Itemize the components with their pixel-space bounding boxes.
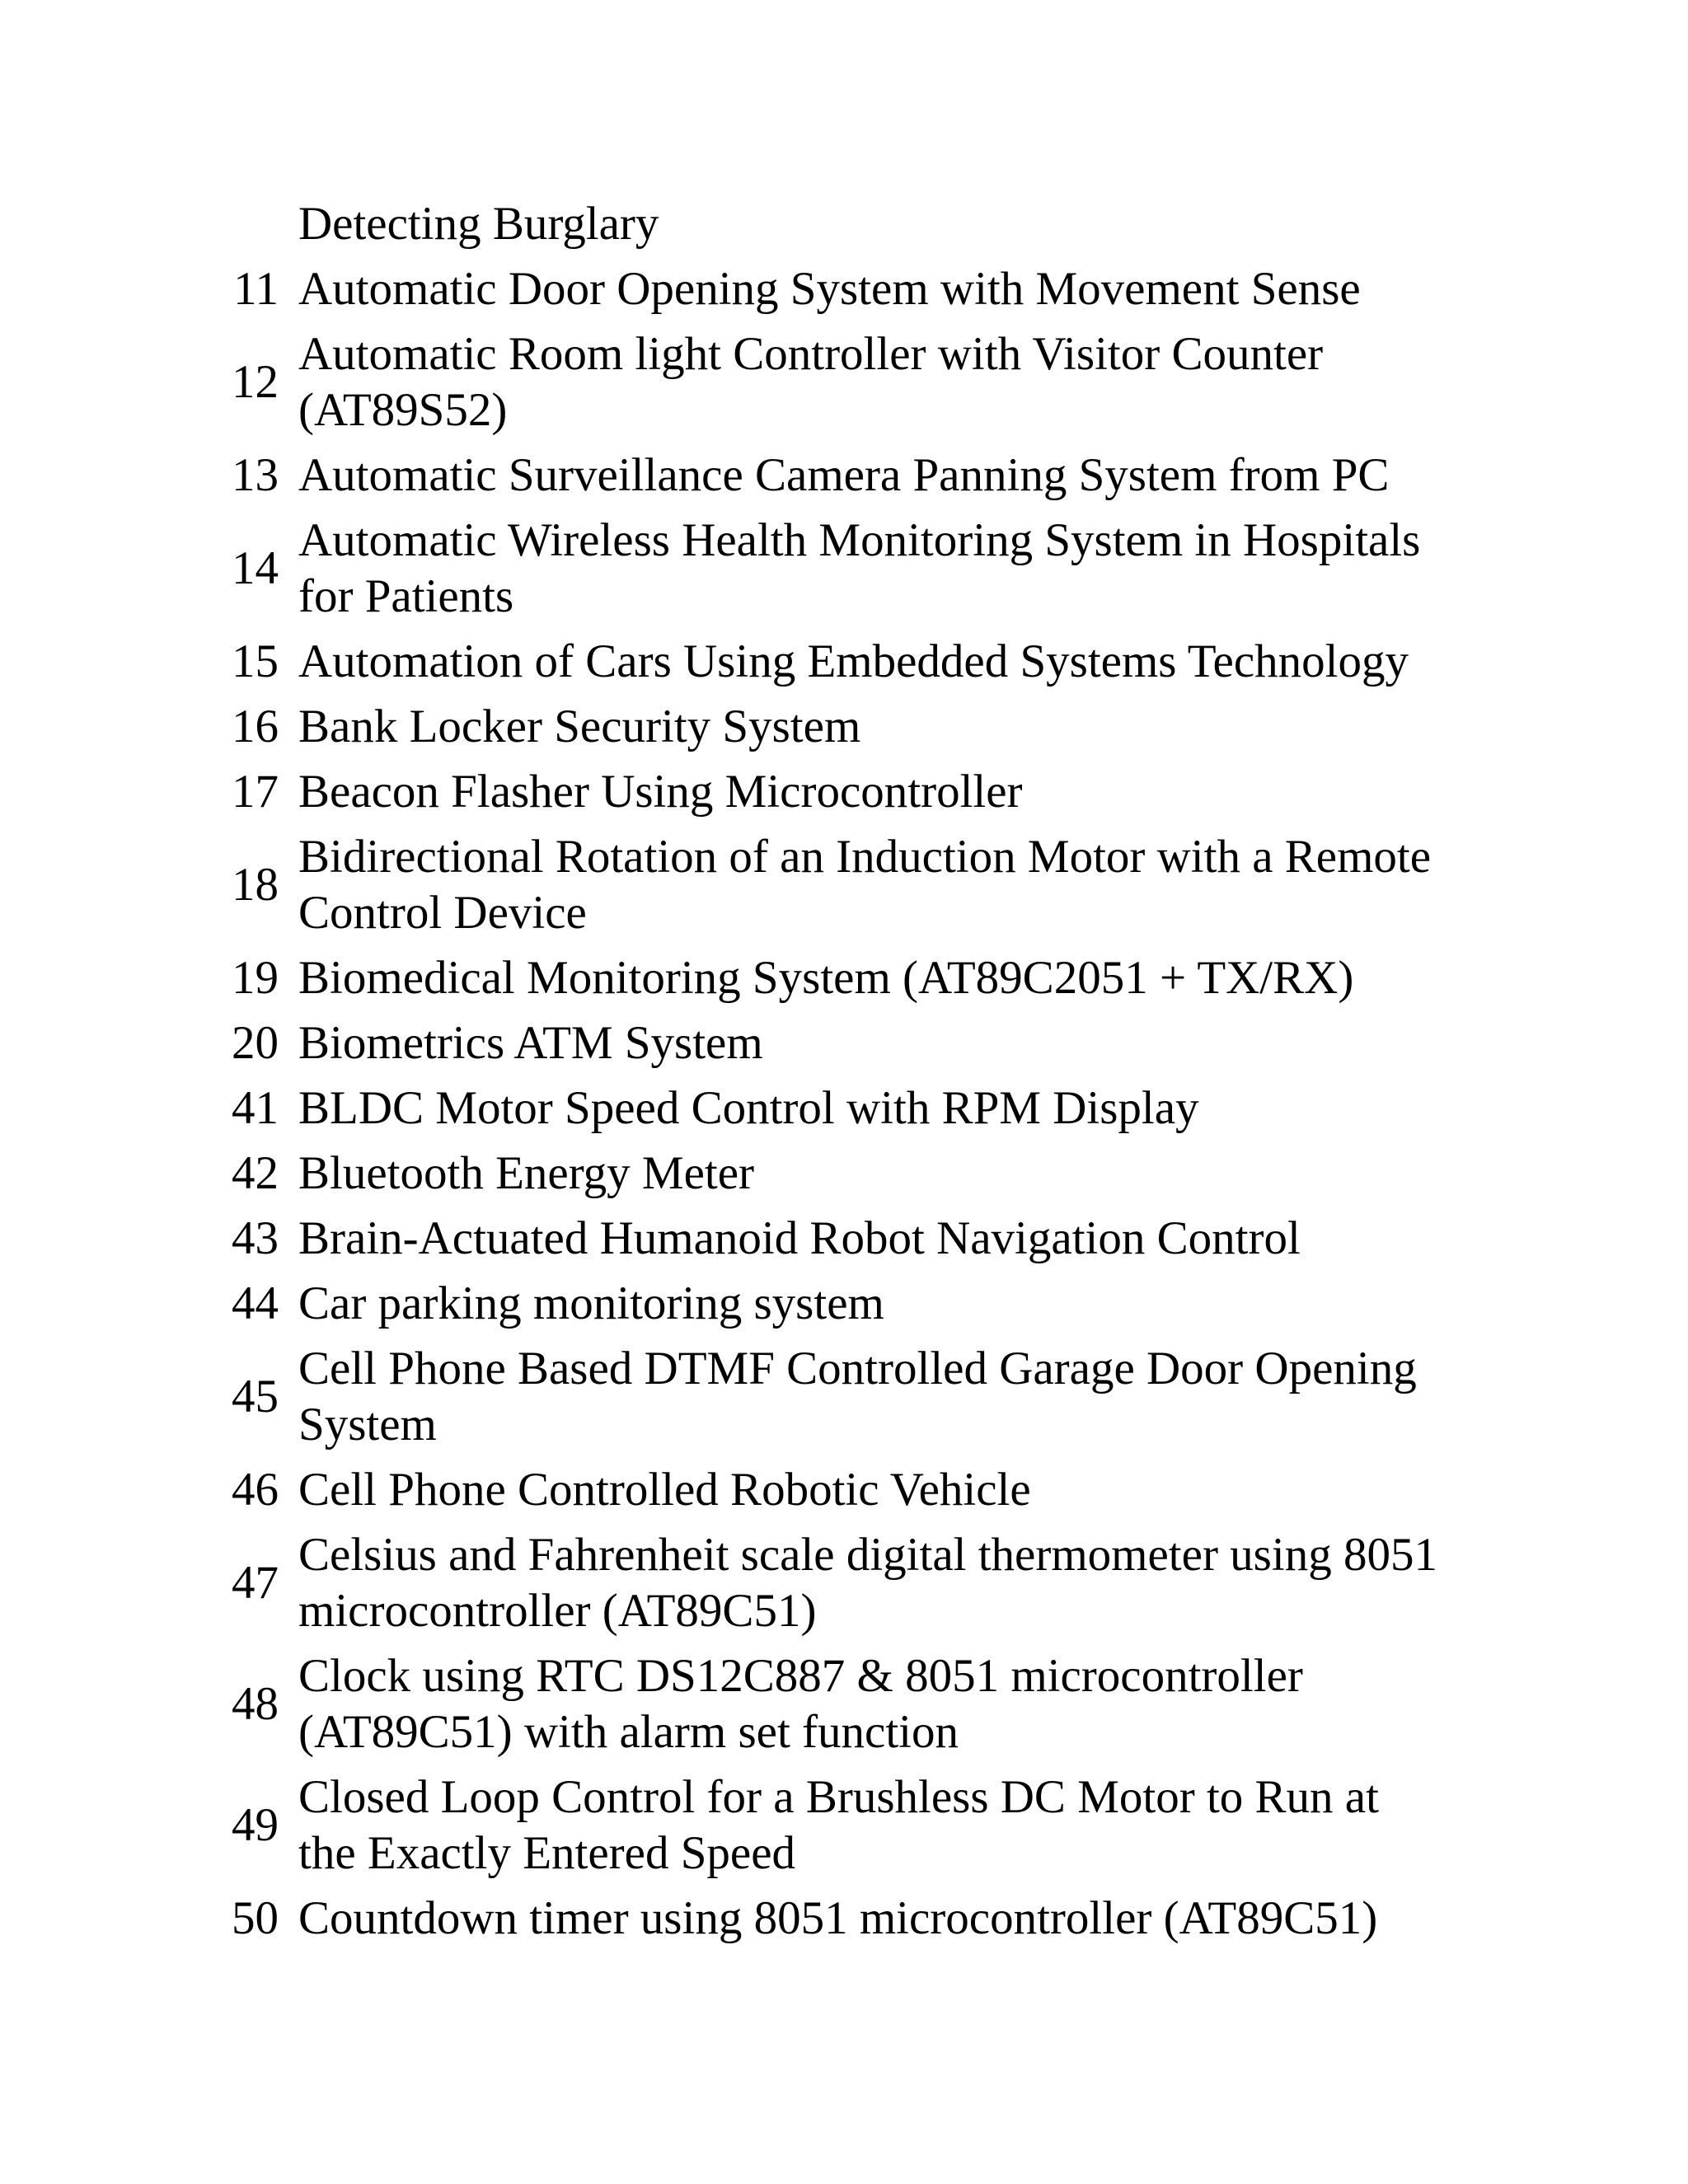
item-title-line: Automatic Door Opening System with Movement Sense xyxy=(298,263,1361,315)
item-number: 43 xyxy=(232,1212,279,1264)
item-number: 19 xyxy=(232,952,279,1004)
list-item xyxy=(202,764,1521,820)
item-title-line: Biomedical Monitoring System (AT89C2051 + TX/RX) xyxy=(298,952,1354,1004)
item-title-line: Bank Locker Security System xyxy=(298,701,861,752)
project-list xyxy=(202,196,1521,1956)
item-number: 45 xyxy=(232,1371,279,1422)
item-number: 50 xyxy=(232,1892,279,1944)
list-item xyxy=(202,1080,1521,1137)
item-title-line: (AT89S52) xyxy=(298,384,508,436)
list-item xyxy=(202,1211,1521,1267)
item-title xyxy=(298,829,1521,941)
item-title-line: Beacon Flasher Using Microcontroller xyxy=(298,766,1023,818)
item-number: 18 xyxy=(232,859,279,911)
item-number: 44 xyxy=(232,1277,279,1329)
item-title xyxy=(298,326,1521,438)
item-title xyxy=(298,196,1521,252)
item-title xyxy=(298,1462,1521,1518)
list-item xyxy=(202,196,1521,252)
item-title-line: Automatic Room light Controller with Visitor Counter xyxy=(298,328,1324,380)
item-title xyxy=(298,1341,1521,1453)
item-title xyxy=(298,261,1521,317)
item-number: 17 xyxy=(232,766,279,818)
list-item xyxy=(202,1891,1521,1947)
list-item xyxy=(202,1527,1521,1639)
item-title-line: Cell Phone Based DTMF Controlled Garage Door Opening xyxy=(298,1343,1417,1394)
item-title-line: Control Device xyxy=(298,887,587,939)
list-item xyxy=(202,326,1521,438)
list-item xyxy=(202,513,1521,625)
list-item xyxy=(202,1276,1521,1332)
item-number: 12 xyxy=(232,356,279,408)
item-number: 42 xyxy=(232,1147,279,1199)
item-title xyxy=(298,1211,1521,1267)
item-number: 49 xyxy=(232,1799,279,1851)
item-title-line: Closed Loop Control for a Brushless DC Motor to Run at xyxy=(298,1771,1379,1823)
item-title xyxy=(298,1146,1521,1202)
item-title-line: Automation of Cars Using Embedded Systems Technology xyxy=(298,635,1409,687)
item-title-line: BLDC Motor Speed Control with RPM Display xyxy=(298,1082,1199,1134)
item-title xyxy=(298,1276,1521,1332)
list-item xyxy=(202,1462,1521,1518)
item-title-line: Automatic Surveillance Camera Panning System from PC xyxy=(298,449,1390,501)
item-title-line: Bidirectional Rotation of an Induction Motor with a Remote xyxy=(298,831,1432,883)
list-item xyxy=(202,1146,1521,1202)
item-title xyxy=(298,1527,1521,1639)
list-item xyxy=(202,1648,1521,1760)
item-title xyxy=(298,1080,1521,1137)
item-title-line: Countdown timer using 8051 microcontroller (AT89C51) xyxy=(298,1892,1378,1944)
item-title-line: Clock using RTC DS12C887 & 8051 microcontroller xyxy=(298,1650,1303,1702)
item-title-line: Bluetooth Energy Meter xyxy=(298,1147,754,1199)
list-item xyxy=(202,1015,1521,1071)
item-title-line: (AT89C51) with alarm set function xyxy=(298,1706,959,1758)
item-number: 41 xyxy=(232,1082,279,1134)
item-title xyxy=(298,634,1521,690)
item-title xyxy=(298,513,1521,625)
list-item xyxy=(202,699,1521,755)
item-title-line: Cell Phone Controlled Robotic Vehicle xyxy=(298,1464,1031,1516)
list-item xyxy=(202,950,1521,1006)
item-title-line: Biometrics ATM System xyxy=(298,1017,763,1069)
item-number: 11 xyxy=(233,263,279,315)
list-item xyxy=(202,448,1521,504)
item-title-line: Detecting Burglary xyxy=(298,198,659,250)
item-title xyxy=(298,1769,1521,1882)
item-number: 15 xyxy=(232,635,279,687)
item-number: 46 xyxy=(232,1464,279,1516)
list-item xyxy=(202,1341,1521,1453)
list-item xyxy=(202,1769,1521,1882)
list-item xyxy=(202,261,1521,317)
item-title-line: System xyxy=(298,1399,437,1451)
item-title xyxy=(298,699,1521,755)
item-title-line: the Exactly Entered Speed xyxy=(298,1827,796,1879)
item-number: 48 xyxy=(232,1678,279,1730)
item-title-line: microcontroller (AT89C51) xyxy=(298,1585,817,1637)
item-number: 16 xyxy=(232,701,279,752)
item-number: 13 xyxy=(232,449,279,501)
item-title xyxy=(298,448,1521,504)
item-title xyxy=(298,950,1521,1006)
item-title-line: Celsius and Fahrenheit scale digital thermometer using 8051 xyxy=(298,1529,1437,1581)
list-item xyxy=(202,829,1521,941)
item-title xyxy=(298,1891,1521,1947)
item-number: 14 xyxy=(232,542,279,594)
item-title xyxy=(298,1015,1521,1071)
item-title xyxy=(298,764,1521,820)
item-title-line: Automatic Wireless Health Monitoring System in Hospitals xyxy=(298,514,1421,566)
item-number: 20 xyxy=(232,1017,279,1069)
item-title-line: Brain-Actuated Humanoid Robot Navigation Control xyxy=(298,1212,1301,1264)
item-title-line: for Patients xyxy=(298,570,514,622)
item-number: 47 xyxy=(232,1557,279,1609)
item-title xyxy=(298,1648,1521,1760)
item-title-line: Car parking monitoring system xyxy=(298,1277,884,1329)
list-item xyxy=(202,634,1521,690)
